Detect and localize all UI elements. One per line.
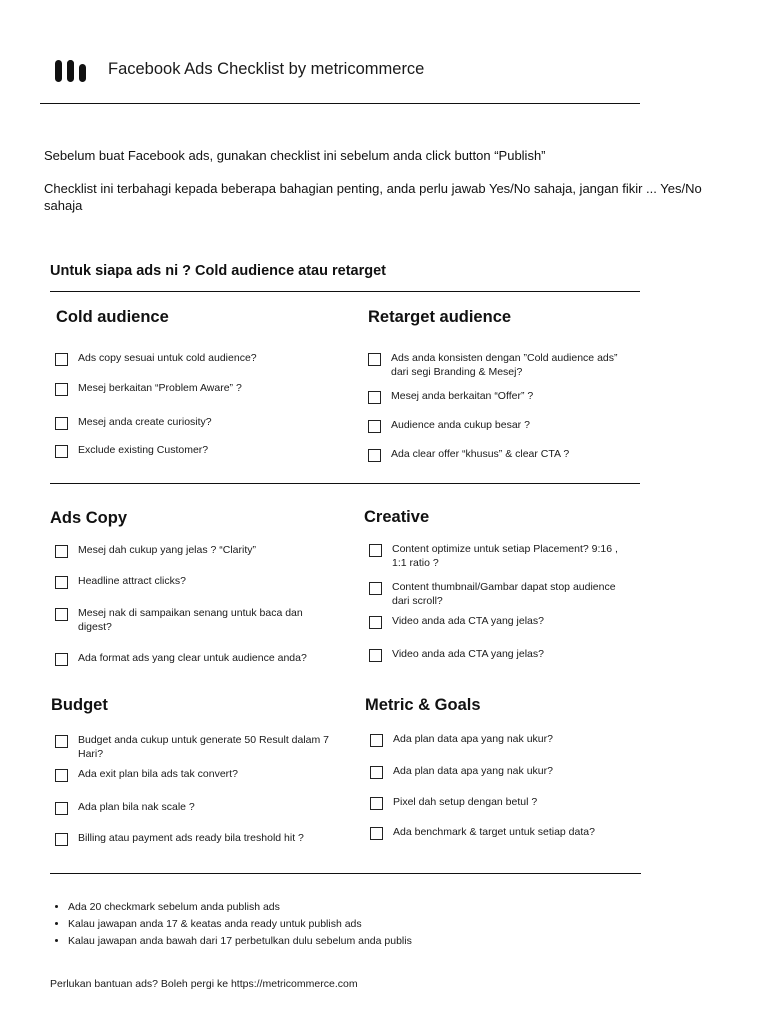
checklist-item[interactable]: Mesej nak di sampaikan senang untuk baca dan digest? [55, 607, 335, 634]
checkbox[interactable] [368, 449, 381, 462]
checklist-item[interactable]: Budget anda cukup untuk generate 50 Result dalam 7 Hari? [55, 734, 355, 761]
checklist-item[interactable]: Ada format ads yang clear untuk audience anda? [55, 652, 345, 666]
checklist-item[interactable]: Billing atau payment ads ready bila treshold hit ? [55, 832, 345, 846]
header-divider [40, 103, 640, 104]
checkbox[interactable] [368, 420, 381, 433]
checkbox[interactable] [369, 544, 382, 557]
intro-line-1: Sebelum buat Facebook ads, gunakan checklist ini sebelum anda click button “Publish” [44, 148, 546, 163]
checkbox[interactable] [55, 833, 68, 846]
checklist-item[interactable]: Mesej berkaitan “Problem Aware” ? [55, 382, 335, 396]
checkbox[interactable] [368, 353, 381, 366]
checkbox[interactable] [55, 802, 68, 815]
section-title-cold-audience: Cold audience [56, 308, 169, 326]
checkbox[interactable] [368, 391, 381, 404]
checkbox[interactable] [370, 797, 383, 810]
checklist-item[interactable]: Headline attract clicks? [55, 575, 335, 589]
checkbox[interactable] [55, 545, 68, 558]
checklist-item[interactable]: Pixel dah setup dengan betul ? [370, 796, 630, 810]
note-item: • Kalau jawapan anda 17 & keatas anda ready untuk publish ads [68, 916, 412, 933]
checklist-item[interactable]: Audience anda cukup besar ? [368, 419, 628, 433]
checklist-item[interactable]: Content thumbnail/Gambar dapat stop audience dari scroll? [369, 581, 629, 608]
checklist-item[interactable]: Ada clear offer “khusus” & clear CTA ? [368, 448, 628, 462]
checkbox[interactable] [370, 766, 383, 779]
checklist-item[interactable]: Content optimize untuk setiap Placement? 9:16 , 1:1 ratio ? [369, 543, 629, 570]
checklist-item[interactable]: Ada plan bila nak scale ? [55, 801, 335, 815]
checkbox[interactable] [55, 769, 68, 782]
checkbox[interactable] [55, 653, 68, 666]
section-title-budget: Budget [51, 696, 108, 714]
question-divider [50, 291, 640, 292]
checkbox[interactable] [55, 445, 68, 458]
section-title-retarget-audience: Retarget audience [368, 308, 512, 326]
checklist-item[interactable]: Ada plan data apa yang nak ukur? [370, 765, 630, 779]
checkbox[interactable] [55, 576, 68, 589]
checklist-item[interactable]: Ada exit plan bila ads tak convert? [55, 768, 335, 782]
checklist-item[interactable]: Ada plan data apa yang nak ukur? [370, 733, 630, 747]
document-title: Facebook Ads Checklist by metricommerce [108, 60, 425, 78]
checkbox[interactable] [55, 353, 68, 366]
checkbox[interactable] [369, 649, 382, 662]
audience-question: Untuk siapa ads ni ? Cold audience atau retarget [50, 263, 386, 279]
section-title-ads-copy: Ads Copy [50, 509, 128, 527]
notes-list [52, 899, 412, 950]
checkbox[interactable] [370, 827, 383, 840]
checkbox[interactable] [369, 582, 382, 595]
section-title-creative: Creative [364, 508, 430, 526]
note-item: • Ada 20 checkmark sebelum anda publish ads [68, 899, 412, 916]
metricommerce-logo [54, 58, 88, 84]
note-item: • Kalau jawapan anda bawah dari 17 perbetulkan dulu sebelum anda publis [68, 933, 412, 950]
audience-divider [50, 483, 640, 484]
intro-line-2: Checklist ini terbahagi kepada beberapa bahagian penting, anda perlu jawab Yes/No sahaja, jangan fikir ... Yes/No sahaja [44, 181, 702, 213]
checkbox[interactable] [55, 417, 68, 430]
checklist-item[interactable]: Exclude existing Customer? [55, 444, 335, 458]
checklist-item[interactable]: Ads anda konsisten dengan ”Cold audience ads” dari segi Branding & Mesej? [368, 352, 628, 379]
checklist-item[interactable]: Ads copy sesuai untuk cold audience? [55, 352, 335, 366]
checklist-item[interactable]: Mesej anda create curiosity? [55, 416, 335, 430]
footer-help-text: Perlukan bantuan ads? Boleh pergi ke https://metricommerce.com [50, 978, 358, 990]
section-title-metric-goals: Metric & Goals [365, 696, 481, 714]
checkbox[interactable] [370, 734, 383, 747]
sections-divider [50, 873, 641, 874]
checklist-item[interactable]: Video anda ada CTA yang jelas? [369, 615, 629, 629]
checkbox[interactable] [55, 608, 68, 621]
checkbox[interactable] [369, 616, 382, 629]
checklist-item[interactable]: Mesej dah cukup yang jelas ? “Clarity” [55, 544, 335, 558]
checklist-item[interactable]: Video anda ada CTA yang jelas? [369, 648, 629, 662]
checklist-item[interactable]: Ada benchmark & target untuk setiap data? [370, 826, 630, 840]
checklist-item[interactable]: Mesej anda berkaitan “Offer” ? [368, 390, 628, 404]
checkbox[interactable] [55, 383, 68, 396]
checkbox[interactable] [55, 735, 68, 748]
